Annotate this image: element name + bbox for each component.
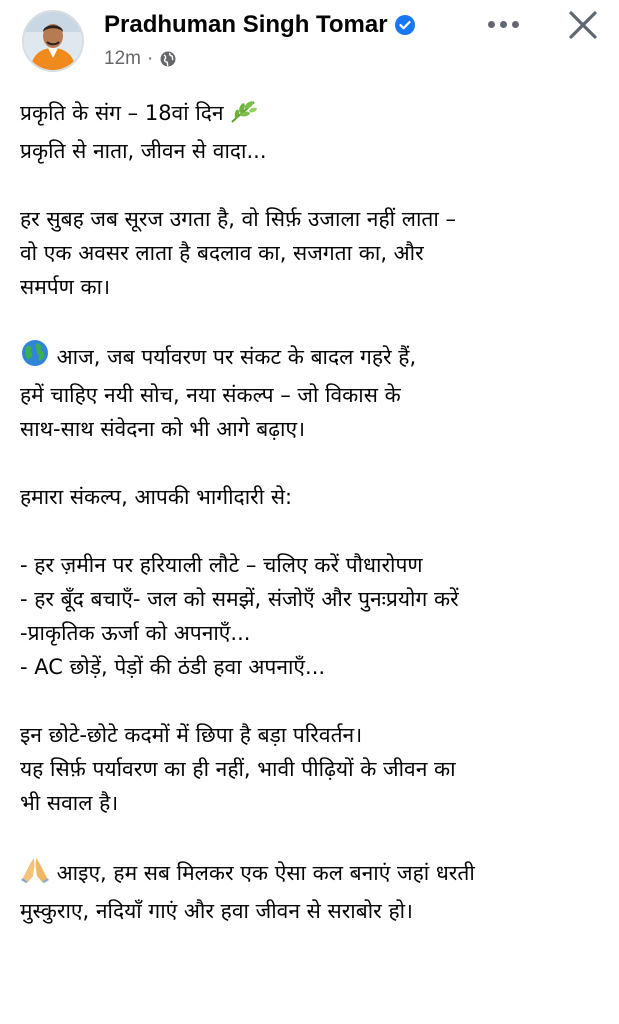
more-options-dot — [500, 21, 507, 28]
post-line-text: हमारा संकल्प, आपकी भागीदारी से: — [20, 485, 293, 509]
post-line — [20, 854, 610, 894]
post-line-text: प्रकृति से नाता, जीवन से वादा... — [20, 139, 267, 163]
post-line-text: - हर ज़मीन पर हरियाली लौटे – चलिए करें पौधारोपण — [20, 553, 423, 577]
post-text — [20, 96, 610, 928]
post-line-text: इन छोटे-छोटे कदमों में छिपा है बड़ा परिवर्तन। — [20, 723, 363, 747]
post-line-text: - हर बूँद बचाएँ- जल को समझें, संजोएँ और पुनःप्रयोग करें — [20, 587, 459, 611]
post-meta — [104, 46, 177, 72]
post-line-text: हर सुबह जब सूरज उगता है, वो सिर्फ़ उजाला नहीं लाता – — [20, 207, 456, 231]
blank-line — [20, 820, 610, 854]
more-options-button[interactable] — [478, 4, 528, 44]
more-options-dot — [512, 21, 519, 28]
post-line — [20, 338, 610, 378]
post-line — [20, 582, 610, 616]
post-line — [20, 270, 610, 304]
post-line — [20, 548, 610, 582]
blank-line — [20, 684, 610, 718]
post-line-text: वो एक अवसर लाता है बदलाव का, सजगता का, और — [20, 241, 424, 265]
blank-line — [20, 304, 610, 338]
more-options-icon — [488, 21, 495, 28]
post-line-text: आज, जब पर्यावरण पर संकट के बादल गहरे हैं, — [50, 345, 417, 369]
blank-line — [20, 514, 610, 548]
globe-audience-icon[interactable] — [159, 50, 177, 68]
globe-earth-icon — [20, 338, 50, 378]
post-timestamp[interactable]: 12m — [104, 48, 141, 69]
folded-hands-icon — [20, 854, 50, 894]
blank-line — [20, 446, 610, 480]
post-line — [20, 786, 610, 820]
post-line-text: - AC छोड़ें, पेड़ों की ठंडी हवा अपनाएँ... — [20, 655, 326, 679]
close-icon — [562, 4, 604, 46]
post-line — [20, 378, 610, 412]
post-line-text: प्रकृति के संग – 18वां दिन — [20, 101, 224, 125]
post-line-text: समर्पण का। — [20, 275, 111, 299]
post-line — [20, 650, 610, 684]
post-line — [20, 718, 610, 752]
post-line — [20, 480, 610, 514]
author-name-row — [104, 8, 416, 42]
close-button[interactable] — [562, 4, 604, 46]
post-line — [20, 96, 610, 134]
post-line — [20, 894, 610, 928]
post-line — [20, 134, 610, 168]
author-name[interactable]: Pradhuman Singh Tomar — [104, 11, 388, 38]
post-line-text: यह सिर्फ़ पर्यावरण का ही नहीं, भावी पीढ़ियों के जीवन का — [20, 757, 456, 781]
meta-separator: · — [146, 48, 154, 69]
post-line-text: भी सवाल है। — [20, 791, 119, 815]
post-line-text: हमें चाहिए नयी सोच, नया संकल्प – जो विकास के — [20, 383, 401, 407]
post-line — [20, 752, 610, 786]
herb-icon — [228, 98, 258, 134]
verified-badge-icon — [394, 14, 416, 36]
avatar-photo — [24, 12, 82, 70]
author-avatar[interactable] — [22, 10, 84, 72]
post-line — [20, 202, 610, 236]
post-line — [20, 412, 610, 446]
post-line — [20, 616, 610, 650]
post-line — [20, 236, 610, 270]
blank-line — [20, 168, 610, 202]
post-line-text: मुस्कुराए, नदियाँ गाएं और हवा जीवन से सराबोर हो। — [20, 899, 413, 923]
post-line-text: साथ-साथ संवेदना को भी आगे बढ़ाए। — [20, 417, 306, 441]
post-line-text: -प्राकृतिक ऊर्जा को अपनाएँ... — [20, 621, 251, 645]
post-line-text: आइए, हम सब मिलकर एक ऐसा कल बनाएं जहां धरती — [50, 861, 475, 885]
post-header — [0, 0, 619, 80]
